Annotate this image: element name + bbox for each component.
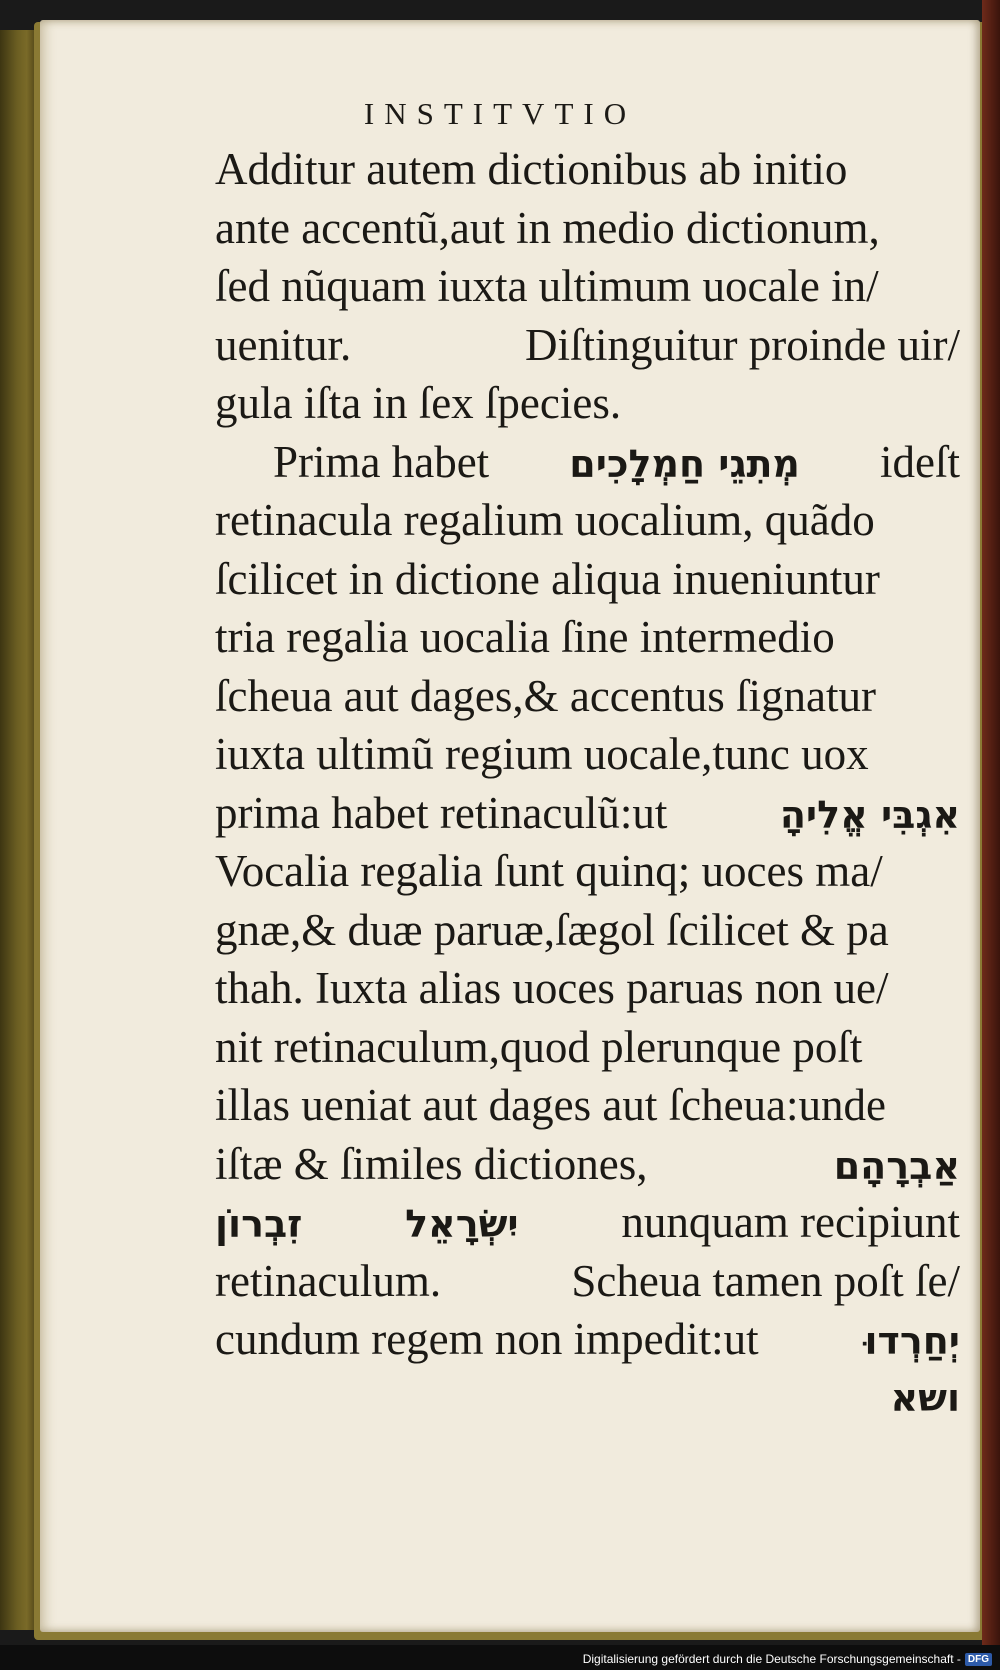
text-line — [215, 725, 960, 784]
text-span: ideſt — [880, 436, 960, 487]
text-line — [215, 491, 960, 550]
text-line — [215, 1369, 960, 1428]
text-line — [215, 1135, 960, 1194]
text-line — [215, 1193, 960, 1252]
hebrew-term: מְתִגֵי חַמְלָכִים — [569, 441, 800, 486]
text-span: Diſtinguitur proinde uir/ — [525, 319, 960, 370]
text-span: prima habet retinaculũ:ut — [215, 787, 668, 838]
text-span: retinacula regalium uocalium, quãdo — [215, 495, 875, 545]
hebrew-term: אַבְרָהָם — [833, 1143, 960, 1188]
text-line — [215, 257, 960, 316]
text-line — [215, 374, 960, 433]
text-line — [215, 1018, 960, 1077]
text-line — [215, 959, 960, 1018]
text-line — [215, 667, 960, 726]
text-span: retinaculum. — [215, 1255, 442, 1306]
text-line — [215, 1076, 960, 1135]
text-span: iſtæ & ſimiles dictiones, — [215, 1138, 648, 1189]
text-line — [215, 199, 960, 258]
text-line — [215, 1252, 960, 1311]
text-span: thah. Iuxta alias uoces paruas non ue/ — [215, 963, 889, 1013]
hebrew-term: זִבְרוֹן — [215, 1202, 303, 1246]
text-span: cundum regem non impedit:ut — [215, 1314, 759, 1364]
dfg-logo: DFG — [965, 1653, 992, 1666]
text-span: gula iſta in ſex ſpecies. — [215, 378, 622, 428]
hebrew-term: יְחַרְדוּ — [864, 1319, 960, 1363]
text-line — [215, 608, 960, 667]
running-head: INSTITVTIO — [363, 96, 637, 131]
text-span: Additur autem dictionibus ab initio — [215, 144, 848, 194]
text-span: Scheua tamen poſt ſe/ — [571, 1255, 960, 1306]
catchword: ושא — [890, 1375, 960, 1420]
hebrew-term: יִשְׂרָאֵל — [405, 1202, 519, 1246]
text-span: tria regalia uocalia ſine intermedio — [215, 612, 835, 662]
hebrew-term: אִגְבִּי אֱלִיהָ — [779, 792, 960, 837]
text-line — [215, 1310, 960, 1369]
credit-text: Digitalisierung gefördert durch die Deutsche Forschungsgemeinschaft - — [582, 1652, 961, 1666]
text-span: uenitur. — [215, 319, 352, 370]
text-span: Prima habet — [273, 436, 490, 487]
body-text — [215, 140, 960, 1427]
text-span: ſcheua aut dages,& accentus ſignatur — [215, 670, 876, 721]
text-span: nit retinaculum,quod plerunque poſt — [215, 1021, 863, 1072]
text-span: nunquam recipiunt — [621, 1197, 960, 1247]
text-line — [215, 550, 960, 609]
book-cover-edge — [982, 0, 1000, 1645]
text-line — [215, 784, 960, 843]
text-span: ſcilicet in dictione aliqua inueniuntur — [215, 553, 880, 604]
text-line — [215, 433, 960, 492]
text-span: ante accentũ,aut in medio dictionum, — [215, 202, 880, 253]
text-line — [215, 901, 960, 960]
text-line — [215, 842, 960, 901]
text-line — [215, 140, 960, 199]
book-binding — [0, 30, 38, 1630]
text-span: illas ueniat aut dages aut ſcheua:unde — [215, 1080, 887, 1130]
text-span: gnæ,& duæ paruæ,ſægol ſcilicet & pa — [215, 904, 889, 955]
text-line — [215, 316, 960, 375]
text-span: iuxta ultimũ regium uocale,tunc uox — [215, 729, 869, 779]
text-span: ſed nũquam iuxta ultimum uocale in/ — [215, 261, 879, 311]
digitization-credit — [583, 1652, 992, 1666]
text-span: Vocalia regalia ſunt quinq; uoces ma/ — [215, 846, 883, 896]
